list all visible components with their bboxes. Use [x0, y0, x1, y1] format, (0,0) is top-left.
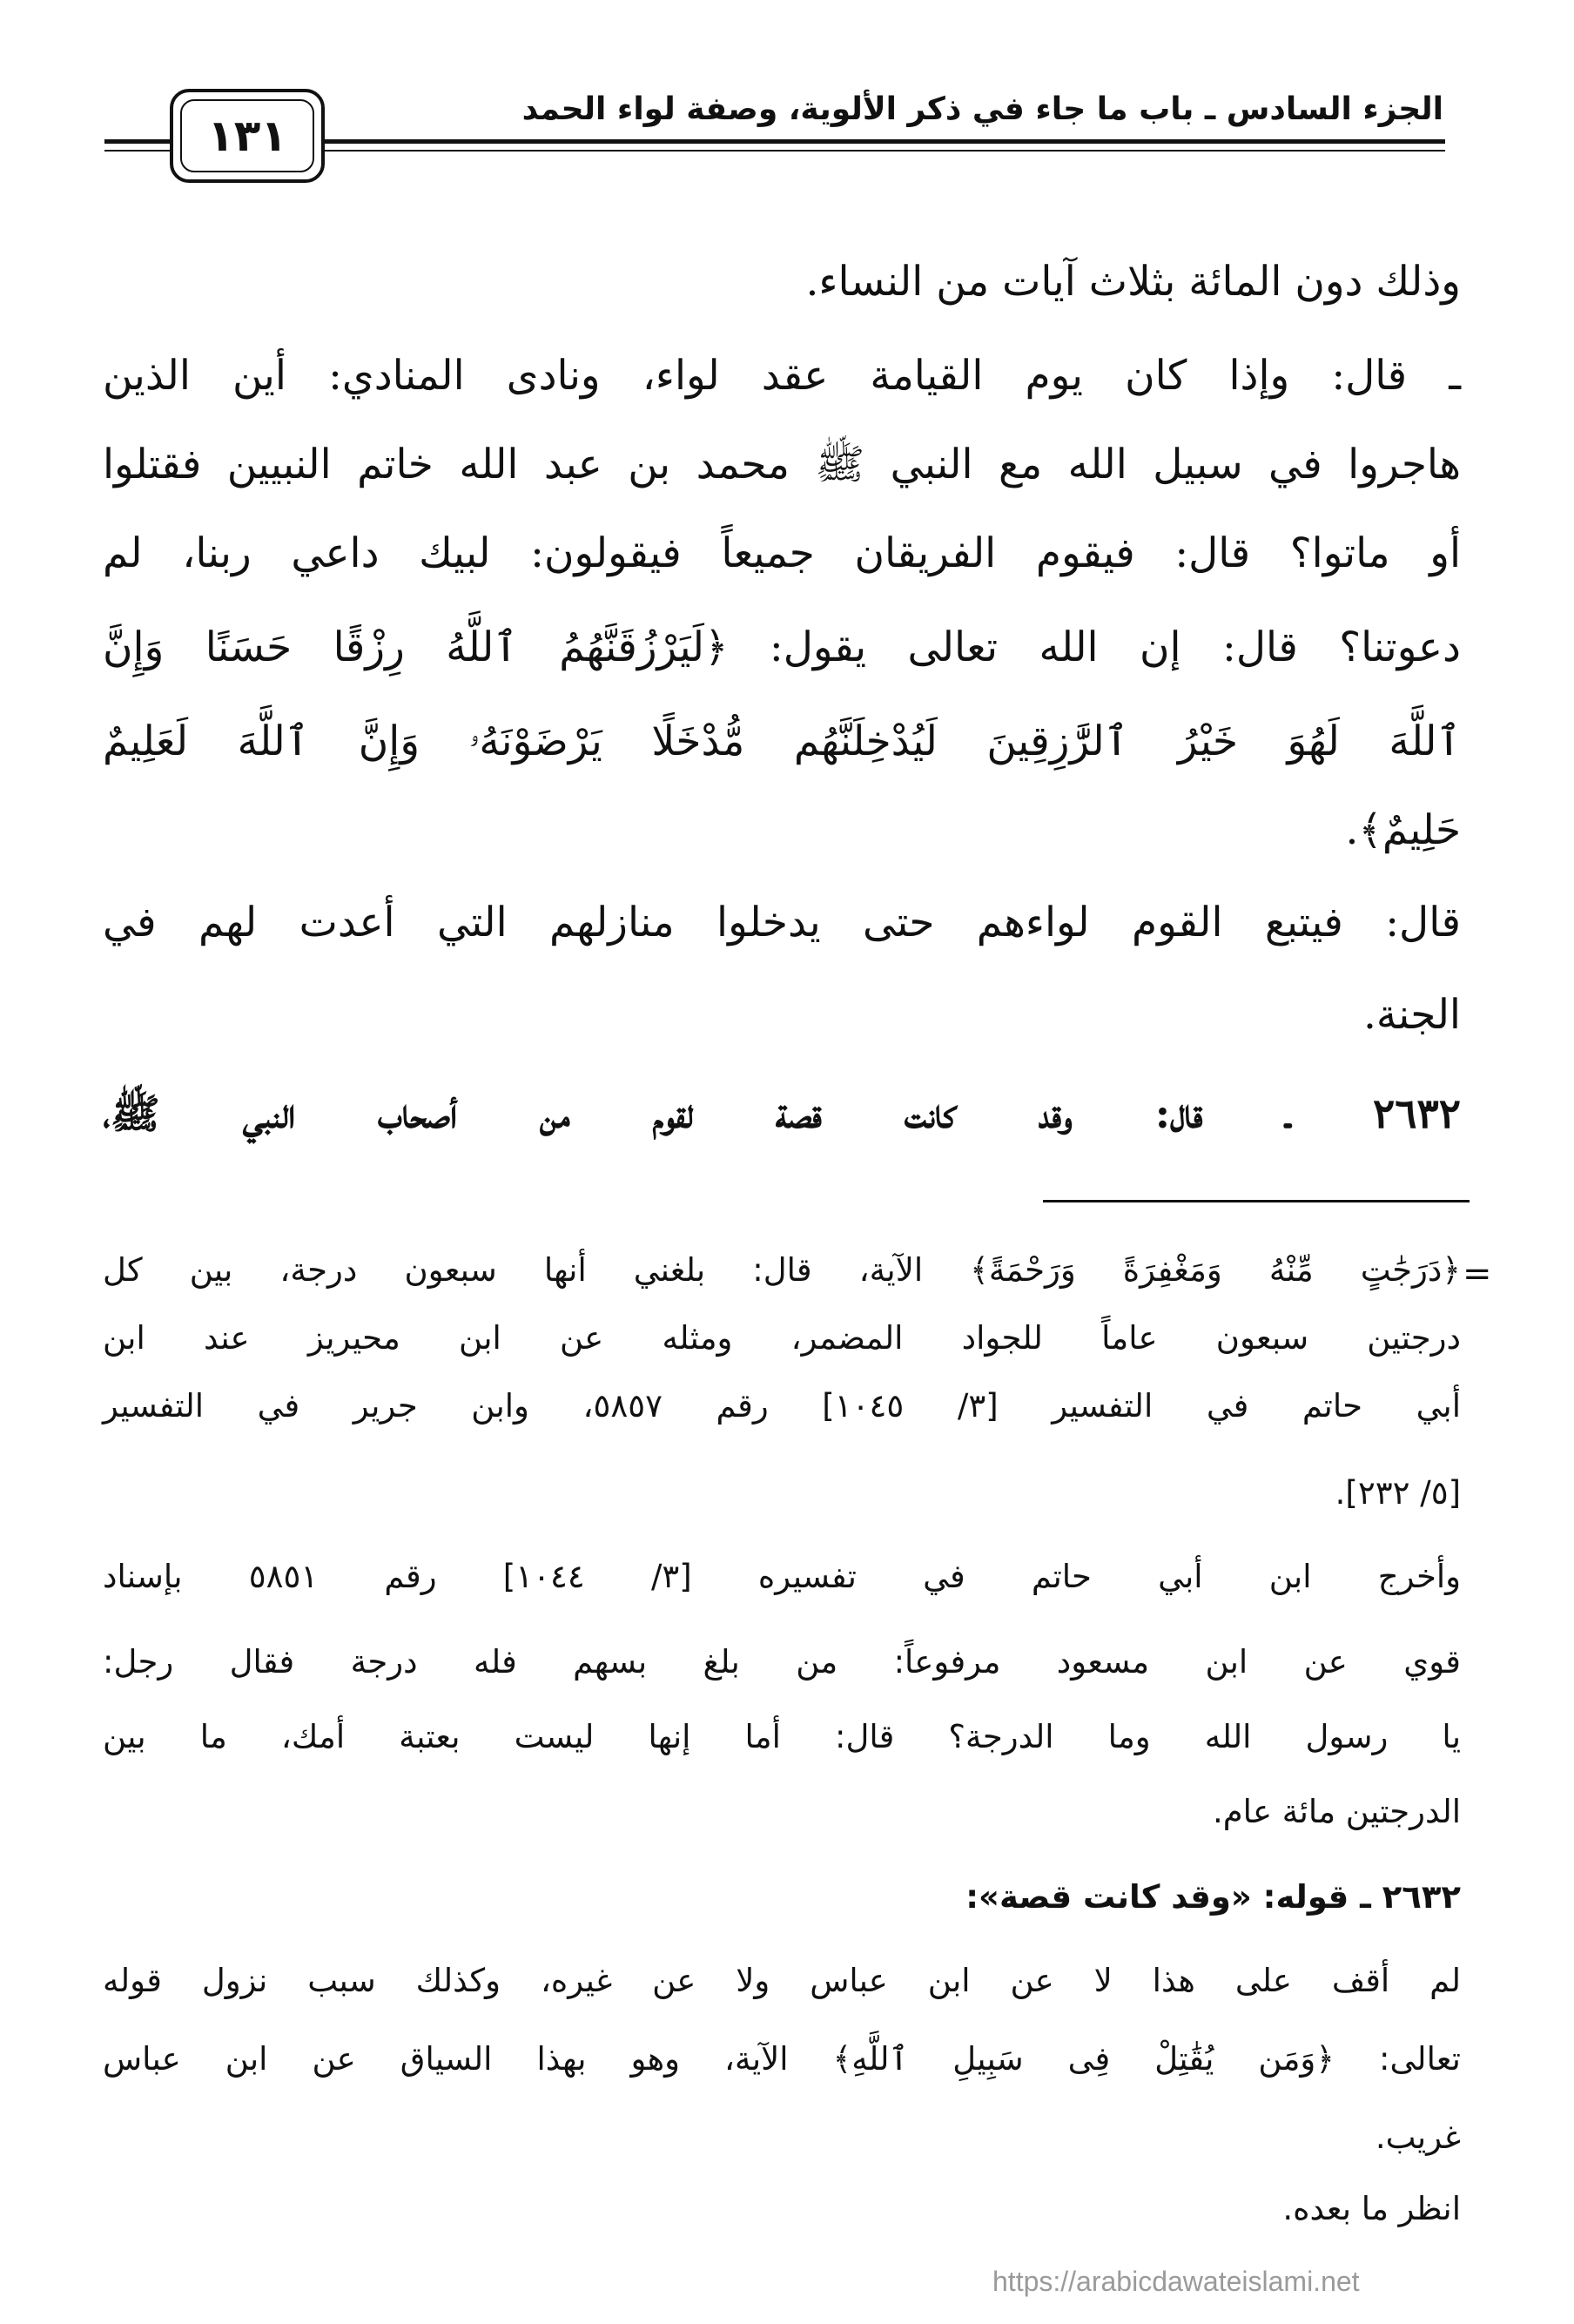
- footnote-line: غريب.: [1375, 2119, 1461, 2156]
- watermark-url: https://arabicdawateislami.net: [992, 2266, 1360, 2297]
- footnote-line: يا رسول الله وما الدرجة؟ قال: أما إنها ليست بعتبة أمك، ما بين: [103, 1718, 1461, 1755]
- main-text-line: الجنة.: [1362, 991, 1461, 1039]
- footnote-line: أبي حاتم في التفسير [٣/ ١٠٤٥] رقم ٥٨٥٧، وابن جرير في التفسير: [103, 1387, 1462, 1425]
- main-text-line: أو ماتوا؟ قال: فيقوم الفريقان جميعاً فيقولون: لبيك داعي ربنا، لم: [103, 529, 1461, 577]
- main-text-line: هاجروا في سبيل الله مع النبي ﷺ محمد بن عبد الله خاتم النبيين فقتلوا: [103, 441, 1461, 488]
- main-text-line: ـ قال: وإذا كان يوم القيامة عقد لواء، ونادى المنادي: أين الذين: [103, 352, 1461, 400]
- footnote-continuation-marker: =: [1463, 1254, 1492, 1294]
- main-text-line: ٱللَّهَ لَهُوَ خَيْرُ ٱلرَّٰزِقِينَ لَيُدْخِلَنَّهُم مُّدْخَلًا يَرْضَوْنَهُۥ وَإِنَّ ٱللَّهَ لَعَلِيمٌ: [103, 717, 1461, 765]
- main-text-line: ٢٦٣٢ ـ قال: وقد كانت قصة لقوم من أصحاب النبي ﷺ،: [103, 1090, 1461, 1138]
- footnote-line: درجتين سبعون عاماً للجواد المضمر، ومثله عن ابن محيريز عند ابن: [103, 1319, 1461, 1357]
- main-text-line: حَلِيمٌ﴾.: [1345, 806, 1461, 854]
- page-number: ١٣١: [180, 99, 314, 172]
- main-text-line: قال: فيتبع القوم لواءهم حتى يدخلوا منازلهم التي أعدت لهم في: [103, 899, 1461, 946]
- footnote-separator: [1043, 1200, 1470, 1202]
- footnote-line: وأخرج ابن أبي حاتم في تفسيره [٣/ ١٠٤٤] رقم ٥٨٥١ بإسناد: [103, 1558, 1462, 1595]
- footnote-line: قوي عن ابن مسعود مرفوعاً: من بلغ بسهم فله درجة فقال رجل:: [103, 1643, 1461, 1681]
- footnote-line: انظر ما بعده.: [1282, 2190, 1461, 2227]
- page-number-frame: [170, 89, 325, 183]
- footnote-line: لم أقف على هذا لا عن ابن عباس ولا عن غيره، وكذلك سبب نزول قوله: [103, 1962, 1461, 1999]
- footnote-line: ﴿دَرَجَٰتٍ مِّنْهُ وَمَغْفِرَةً وَرَحْمَةً﴾ الآية، قال: بلغني أنها سبعون درجة، بين كل: [103, 1251, 1461, 1289]
- footnote-heading: ٢٦٣٢ ـ قوله: «وقد كانت قصة»:: [965, 1878, 1461, 1916]
- main-text-line: دعوتنا؟ قال: إن الله تعالى يقول: ﴿لَيَرْزُقَنَّهُمُ ٱللَّهُ رِزْقًا حَسَنًا وَإِنَّ: [103, 623, 1461, 671]
- running-header-title: الجزء السادس ـ باب ما جاء في ذكر الألوية، وصفة لواء الحمد: [521, 91, 1443, 127]
- footnote-line: تعالى: ﴿وَمَن يُقَٰتِلْ فِى سَبِيلِ ٱللَّهِ﴾ الآية، وهو بهذا السياق عن ابن عباس: [103, 2040, 1461, 2078]
- footnote-line: [٥/ ٢٣٢].: [1335, 1474, 1461, 1512]
- footnote-line: الدرجتين مائة عام.: [1213, 1793, 1461, 1830]
- main-text-line: وذلك دون المائة بثلاث آيات من النساء.: [805, 258, 1461, 306]
